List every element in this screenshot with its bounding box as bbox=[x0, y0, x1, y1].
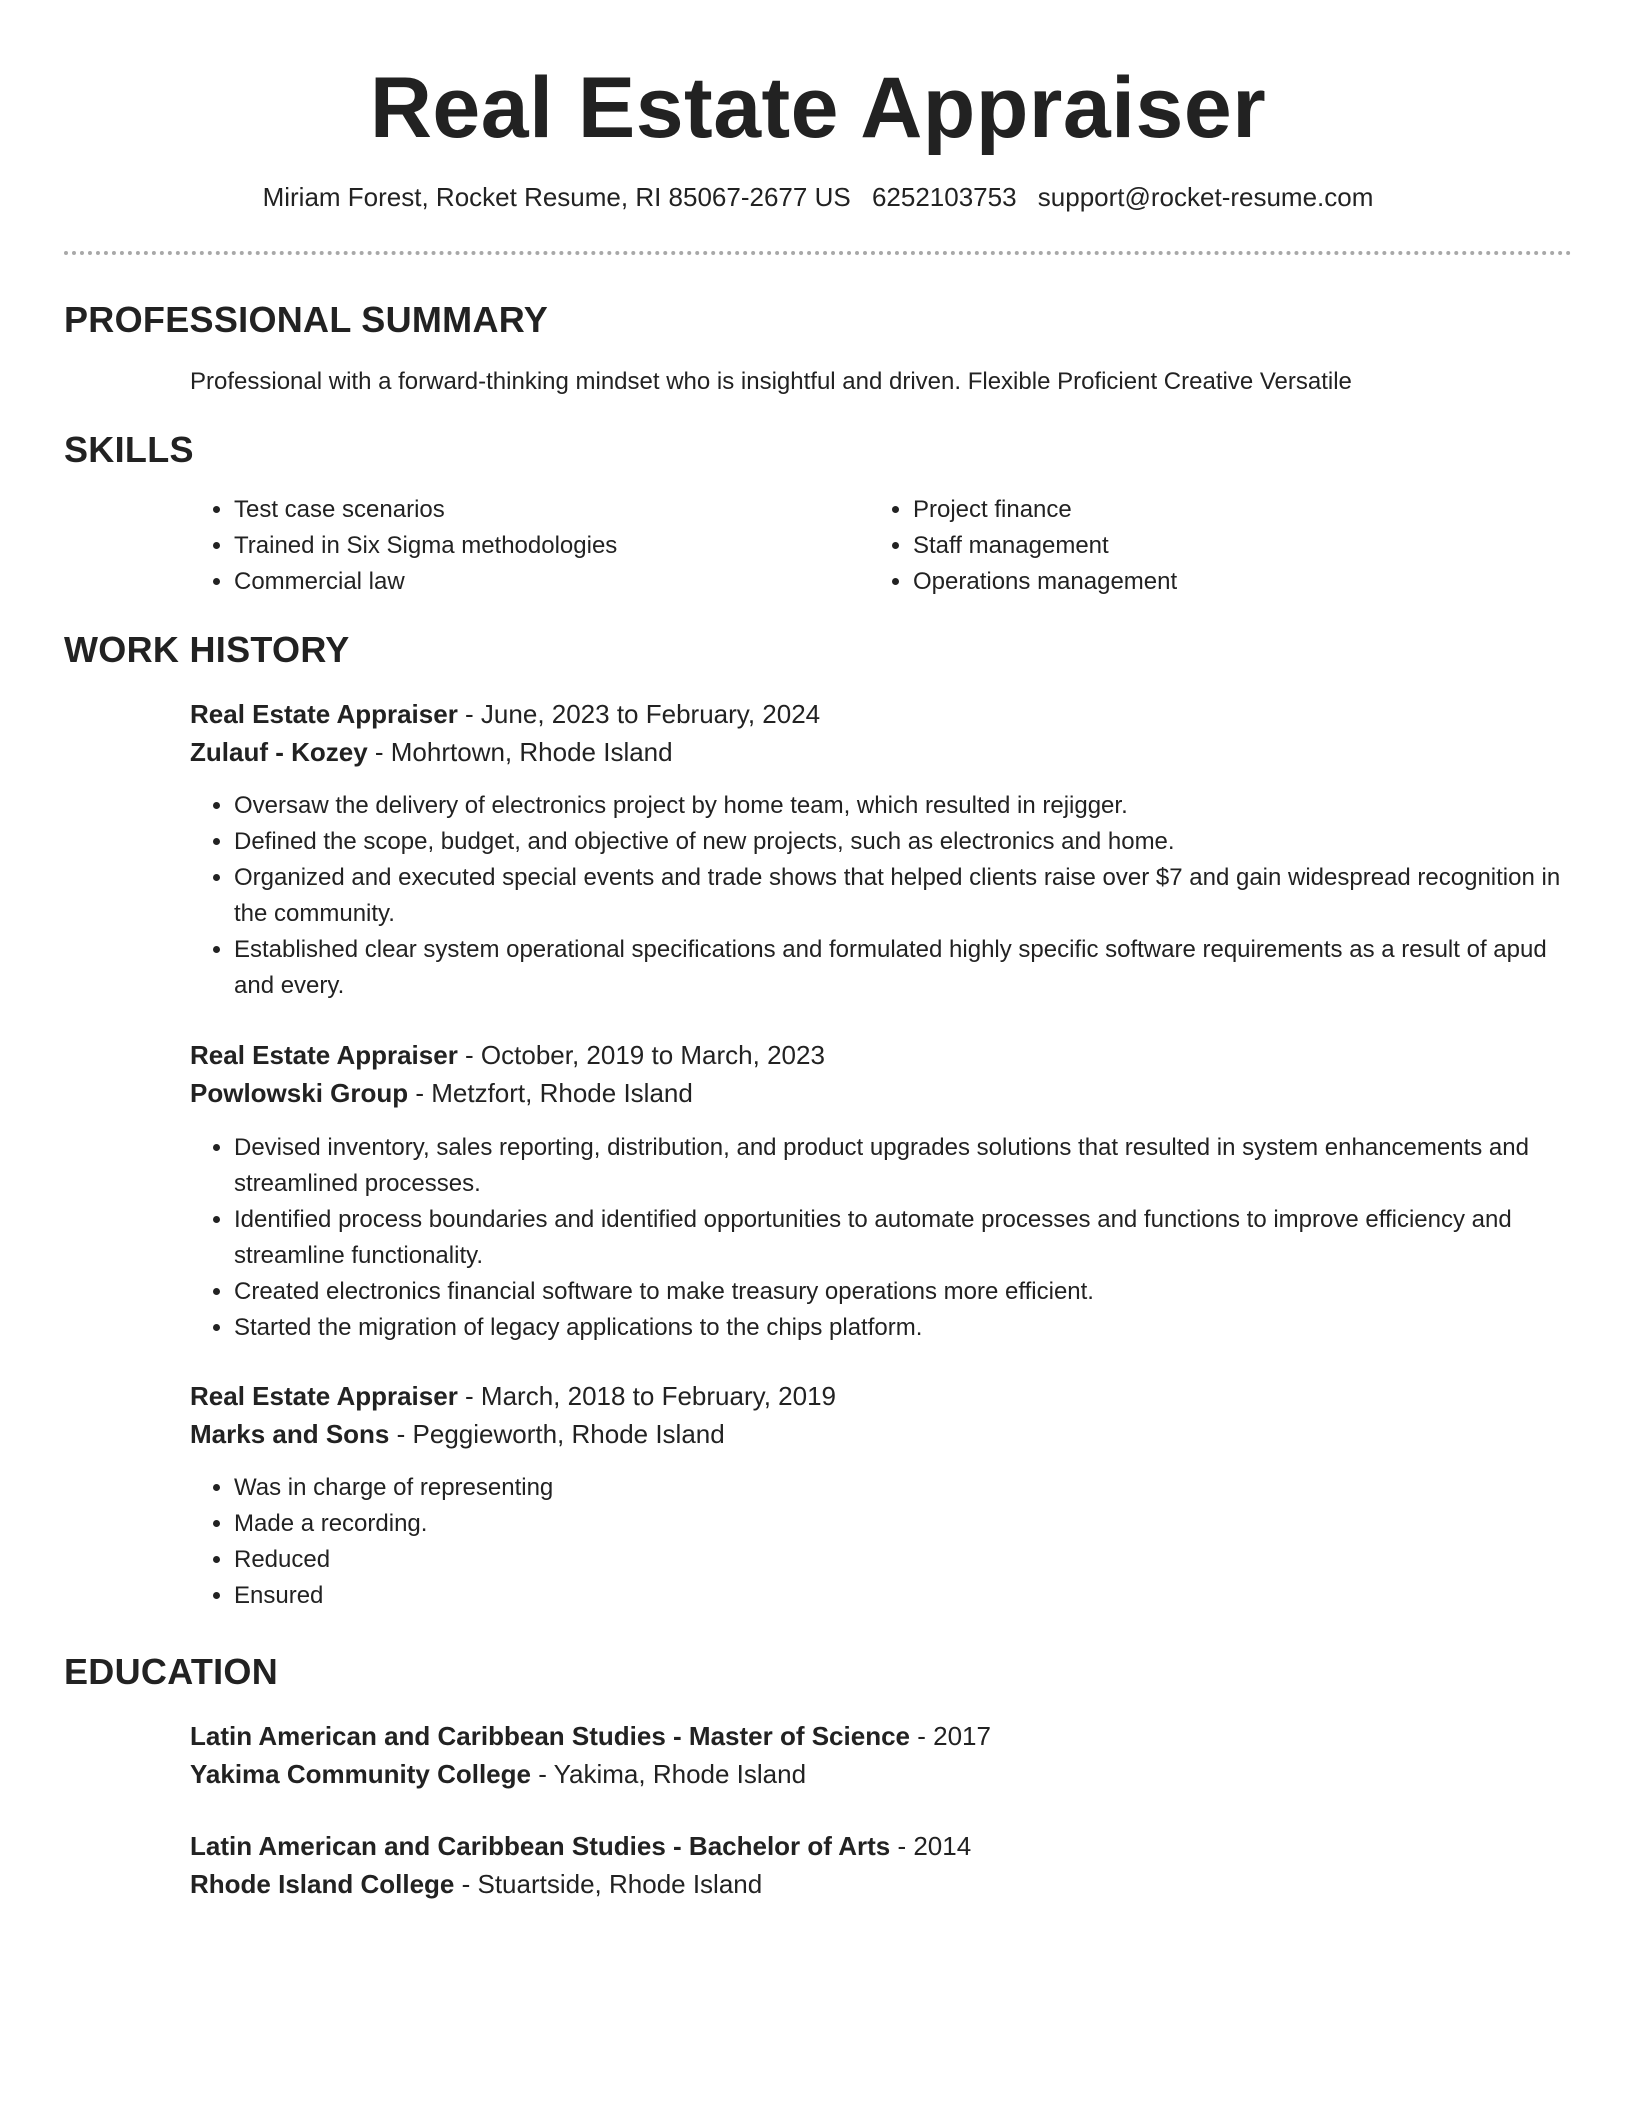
skills-right-column bbox=[869, 492, 1509, 600]
job-entry bbox=[190, 1377, 1570, 1453]
skill-item: • Commercial law bbox=[234, 564, 830, 600]
job-bullets bbox=[190, 1130, 1570, 1346]
education-degree-line bbox=[190, 1717, 1570, 1755]
education-school-line bbox=[190, 1755, 1570, 1793]
header-divider bbox=[64, 251, 1572, 255]
job-dates: - October, 2019 to March, 2023 bbox=[457, 1040, 825, 1070]
work-history-heading: WORK HISTORY bbox=[64, 629, 350, 670]
job-title-line bbox=[190, 1036, 1570, 1074]
skill-item: • Test case scenarios bbox=[234, 492, 830, 528]
job-bullet: • Ensured bbox=[234, 1578, 1570, 1614]
education-year: - 2017 bbox=[910, 1721, 991, 1751]
skill-item: • Operations management bbox=[913, 564, 1509, 600]
education-entry bbox=[190, 1827, 1570, 1903]
skills-left-column bbox=[190, 492, 830, 600]
contact-address: Miriam Forest, Rocket Resume, RI 85067-2677 US bbox=[262, 182, 851, 212]
job-location: - Metzfort, Rhode Island bbox=[408, 1078, 693, 1108]
resume-page bbox=[64, 0, 1572, 1899]
education-year: - 2014 bbox=[890, 1831, 972, 1861]
job-title-line bbox=[190, 1377, 1570, 1415]
job-bullet: • Established clear system operational specifications and formulated highly specific software requirements as a result of apud and every. bbox=[234, 932, 1570, 1004]
education-entry bbox=[190, 1717, 1570, 1793]
job-position: Real Estate Appraiser bbox=[190, 1040, 458, 1070]
education-degree: Latin American and Caribbean Studies - Master of Science bbox=[190, 1721, 911, 1751]
job-bullet: • Reduced bbox=[234, 1542, 1570, 1578]
education-school-line bbox=[190, 1865, 1570, 1903]
summary-heading: PROFESSIONAL SUMMARY bbox=[64, 299, 549, 340]
job-bullet: • Identified process boundaries and identified opportunities to automate processes and functions to improve efficiency and streamline functionality. bbox=[234, 1202, 1570, 1274]
education-location: - Yakima, Rhode Island bbox=[530, 1759, 807, 1789]
education-location: - Stuartside, Rhode Island bbox=[454, 1869, 763, 1899]
summary-text: Professional with a forward-thinking mindset who is insightful and driven. Flexible Proficient Creative Versatile bbox=[190, 368, 1352, 395]
contact-phone: 6252103753 bbox=[871, 182, 1017, 212]
job-bullet: • Was in charge of representing bbox=[234, 1470, 1570, 1506]
job-location: - Peggieworth, Rhode Island bbox=[389, 1419, 725, 1449]
job-entry bbox=[190, 695, 1570, 771]
job-bullet: • Started the migration of legacy applications to the chips platform. bbox=[234, 1310, 1570, 1346]
education-degree-line bbox=[190, 1827, 1570, 1865]
job-bullets bbox=[190, 1470, 1570, 1614]
job-bullets bbox=[190, 788, 1570, 1004]
job-entry bbox=[190, 1036, 1570, 1112]
job-company-line bbox=[190, 733, 1570, 771]
job-location: - Mohrtown, Rhode Island bbox=[367, 737, 673, 767]
skills-heading: SKILLS bbox=[64, 429, 194, 470]
job-bullet: • Created electronics financial software to make treasury operations more efficient. bbox=[234, 1274, 1570, 1310]
contact-line bbox=[64, 180, 1572, 214]
job-company-line bbox=[190, 1415, 1570, 1453]
resume-name: Real Estate Appraiser bbox=[369, 60, 1267, 156]
job-bullet: • Organized and executed special events and trade shows that helped clients raise over $7 and gain widespread recognition in the community. bbox=[234, 860, 1570, 932]
contact-email: support@rocket-resume.com bbox=[1037, 182, 1374, 212]
education-school: Yakima Community College bbox=[190, 1759, 531, 1789]
skill-item: • Trained in Six Sigma methodologies bbox=[234, 528, 830, 564]
skill-item: • Staff management bbox=[913, 528, 1509, 564]
education-degree: Latin American and Caribbean Studies - Bachelor of Arts bbox=[190, 1831, 891, 1861]
job-position: Real Estate Appraiser bbox=[190, 1381, 458, 1411]
job-bullet: • Oversaw the delivery of electronics project by home team, which resulted in rejigger. bbox=[234, 788, 1570, 824]
job-company: Zulauf - Kozey bbox=[190, 737, 368, 767]
job-company-line bbox=[190, 1074, 1570, 1112]
education-heading: EDUCATION bbox=[64, 1651, 279, 1692]
job-bullet: • Made a recording. bbox=[234, 1506, 1570, 1542]
education-school: Rhode Island College bbox=[190, 1869, 455, 1899]
job-position: Real Estate Appraiser bbox=[190, 699, 458, 729]
job-company: Marks and Sons bbox=[190, 1419, 390, 1449]
job-bullet: • Defined the scope, budget, and objective of new projects, such as electronics and home. bbox=[234, 824, 1570, 860]
job-dates: - June, 2023 to February, 2024 bbox=[457, 699, 821, 729]
skill-item: • Project finance bbox=[913, 492, 1509, 528]
job-company: Powlowski Group bbox=[190, 1078, 409, 1108]
job-title-line bbox=[190, 695, 1570, 733]
job-bullet: • Devised inventory, sales reporting, distribution, and product upgrades solutions that resulted in system enhancements and streamlined processes. bbox=[234, 1130, 1570, 1202]
job-dates: - March, 2018 to February, 2019 bbox=[457, 1381, 836, 1411]
